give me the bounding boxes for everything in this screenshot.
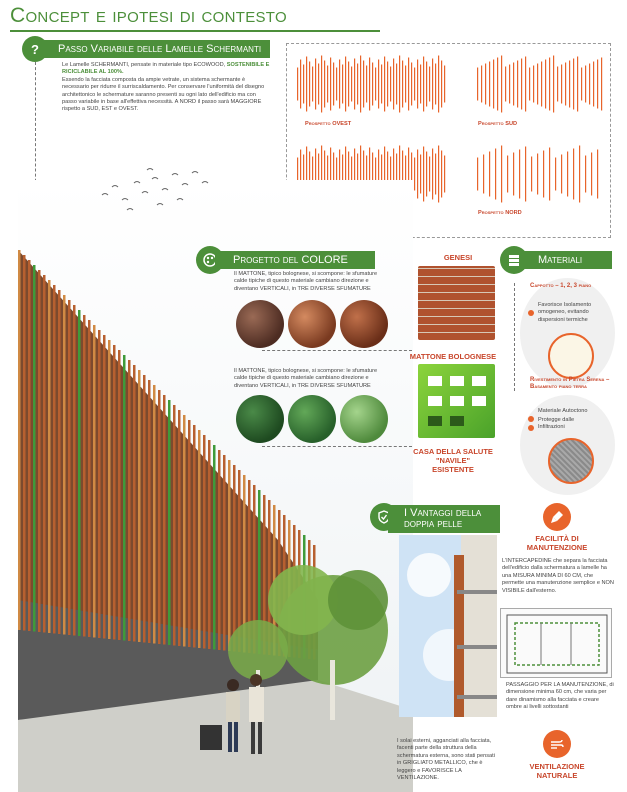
bird: [157, 204, 163, 206]
lamella-stripe: [417, 60, 418, 109]
lamella-stripe: [381, 65, 382, 104]
lamella-stripe: [411, 63, 412, 106]
lamella-stripe: [384, 57, 385, 112]
lamella-stripe: [435, 154, 436, 195]
lamella-stripe: [423, 147, 424, 202]
lamella-stripe: [567, 152, 568, 197]
lamella: [228, 460, 231, 651]
brick-sphere-2: [288, 300, 336, 348]
bird: [152, 178, 158, 180]
lamella-stripe: [375, 68, 376, 101]
lamella-stripe: [339, 60, 340, 109]
lamella: [43, 275, 46, 633]
brick-sphere-3: [340, 300, 388, 348]
lamella-stripe: [318, 64, 319, 105]
lamella-stripe: [537, 64, 538, 105]
lamella: [158, 390, 161, 644]
cappotto-title: Cappotto – 1, 2, 3 piano: [530, 283, 592, 289]
connector-line: [262, 446, 412, 447]
lamella-stripe: [529, 68, 530, 101]
lamella-stripe: [441, 61, 442, 108]
lamella: [123, 355, 126, 641]
bird: [134, 182, 140, 184]
lamella: [143, 375, 146, 643]
lamella-stripe: [585, 66, 586, 103]
lamella-stripe: [309, 62, 310, 107]
lamella-stripe: [405, 66, 406, 103]
prospetto-sud-label: Prospetto SUD: [478, 121, 518, 127]
lamella-stripe: [573, 59, 574, 110]
prospetto-nord-label: Prospetto NORD: [478, 210, 522, 216]
lamella-stripe: [507, 156, 508, 193]
lamella-stripe: [360, 56, 361, 113]
cappotto-text: Favorisce Isolamento omogeneo, evitando dispersioni termiche: [538, 302, 592, 323]
lamella: [233, 465, 236, 652]
lamella-stripe: [426, 152, 427, 197]
solai-text: I solai esterni, agganciati alla facciata, facenti parte della struttura della schermatura esterna, sono stati pensati in GRIGLIATO METALLICO, che è leggero e FAVORISCE LA VENTILAZIONE.: [397, 738, 495, 782]
lamella-stripe: [429, 67, 430, 102]
connector-line: [514, 283, 515, 391]
lamella-stripe: [432, 59, 433, 110]
lamella-stripe: [521, 59, 522, 110]
pietra-serena-swatch: [548, 438, 594, 484]
bird: [112, 186, 118, 188]
lamella: [93, 325, 96, 638]
lamella-stripe: [312, 67, 313, 102]
passo-heading: Passo Variabile delle Lamelle Schermanti: [40, 40, 270, 58]
genesi-label: GENESI: [443, 253, 473, 262]
lamella: [173, 405, 176, 646]
bird: [127, 209, 133, 211]
lamella-stripe: [378, 60, 379, 109]
lamella: [23, 255, 26, 631]
lamella-stripe: [569, 61, 570, 108]
rivest-item-2: Protegge dalle Infiltrazioni: [538, 417, 575, 431]
colore-text-a: Il MATTONE, tipico bolognese, si scompone: le sfumature calde tipiche di questo materiale cambiano direzione e diventano VERTICALI, in TRE DIVERSE SFUMATURE: [234, 271, 378, 292]
lamella: [98, 330, 101, 638]
lamella: [238, 470, 241, 652]
lamella-stripe: [306, 57, 307, 112]
lamella-stripe: [414, 158, 415, 191]
birds-illustration: [95, 165, 215, 225]
lamella-stripe: [342, 65, 343, 104]
broom-icon: [543, 503, 571, 531]
bullet-dot: [528, 303, 534, 321]
wind-icon: [543, 730, 571, 758]
lamella-stripe: [348, 62, 349, 107]
bird: [172, 174, 178, 176]
floor-plan-image: [500, 608, 612, 678]
lamella: [83, 315, 86, 637]
lamella-stripe: [533, 66, 534, 103]
lamella-stripe: [435, 64, 436, 105]
lamella-stripe: [545, 60, 546, 109]
section-render: [399, 535, 497, 717]
lamella: [78, 310, 81, 636]
lamella-stripe: [420, 155, 421, 194]
lamella-stripe: [438, 146, 439, 203]
lamella-stripe: [393, 59, 394, 110]
lamella-stripe: [351, 67, 352, 102]
lamella-stripe: [505, 67, 506, 102]
lamella-stripe: [531, 157, 532, 192]
lamella-stripe: [396, 64, 397, 105]
navile-building-image: [418, 364, 495, 438]
lamella-stripe: [581, 68, 582, 101]
lamella-stripe: [297, 68, 298, 101]
lamella: [103, 335, 106, 639]
lamella: [203, 435, 206, 649]
bird: [147, 169, 153, 171]
passaggio-text: PASSAGGIO PER LA MANUTENZIONE, di dimensione minima 60 cm, che varia per dare dinamismo alla facciata e creare ombre ai livelli sottostanti: [506, 682, 614, 711]
brick-sphere-1: [236, 300, 284, 348]
passo-text: Le Lamelle SCHERMANTI, pensate in materiale tipo ECOWOOD, SOSTENIBILE E RICICLABILE AL 100%. Essendo la facciata composta da ampie vetrate, un sistema schermante è necessario per ridurre il surriscaldamento. Per conservare l'uniformità del disegno architettonico le schermature saranno presenti su ogni lato dell'edificio ma con passo variabile in base all'effettiva necessità. A NORD il passo sarà MAGGIORE rispetto a SUD, EST e OVEST.: [62, 62, 270, 113]
lamella-stripe: [597, 150, 598, 199]
lamella: [48, 280, 51, 633]
lamella-stripe: [366, 66, 367, 103]
lamella-stripe: [420, 65, 421, 104]
lamella-stripe: [497, 58, 498, 111]
lamella: [58, 290, 61, 634]
lamella-stripe: [357, 64, 358, 105]
lamella-stripe: [300, 60, 301, 109]
lamella: [88, 320, 91, 637]
lamella: [133, 365, 136, 642]
lamella: [208, 440, 211, 649]
lamella-stripe: [489, 62, 490, 107]
lamella-stripe: [363, 61, 364, 108]
lamella: [138, 370, 141, 642]
lamella-stripe: [330, 58, 331, 111]
lamella: [68, 300, 71, 635]
lamella: [73, 305, 76, 636]
rivest-item-1: Materiale Autoctono: [538, 408, 588, 414]
rivestimento-title: Rivestimento in Pietra Serena – Basamento piano terra: [530, 377, 610, 390]
lamella-stripe: [557, 67, 558, 102]
lamella: [168, 400, 171, 645]
lamella-stripe: [408, 58, 409, 111]
materiali-heading: Materiali: [520, 251, 612, 269]
lamella: [218, 450, 221, 650]
lamella-stripe: [525, 147, 526, 202]
lamella: [223, 455, 226, 651]
lamella-stripe: [565, 63, 566, 106]
lamella: [198, 430, 201, 648]
lamella-stripe: [321, 56, 322, 113]
lamella: [113, 345, 116, 640]
lamella: [163, 395, 166, 645]
lamella-stripe: [543, 151, 544, 198]
lamella-stripe: [426, 62, 427, 107]
lamella-stripe: [315, 59, 316, 110]
lamella-stripe: [525, 57, 526, 112]
green-sphere-2: [288, 395, 336, 443]
lamella-stripe: [537, 154, 538, 195]
bird: [162, 189, 168, 191]
lamella-stripe: [444, 66, 445, 103]
lamella-stripe: [495, 149, 496, 200]
lamella-stripe: [333, 63, 334, 106]
lamella-stripe: [324, 61, 325, 108]
lamella: [128, 360, 131, 641]
lamella-stripe: [489, 152, 490, 197]
bullet-dot: [528, 418, 534, 436]
lamella: [153, 385, 156, 644]
lamella-stripe: [372, 63, 373, 106]
lamella-stripe: [589, 64, 590, 105]
question-icon: ?: [22, 36, 48, 62]
brick-texture-image: [418, 266, 495, 340]
lamella-stripe: [429, 157, 430, 192]
lamella-stripe: [477, 158, 478, 191]
page-title: Concept e ipotesi di contesto: [10, 4, 287, 27]
lamella-stripe: [501, 56, 502, 113]
bird: [177, 199, 183, 201]
lamella-stripe: [549, 148, 550, 201]
bird: [202, 182, 208, 184]
bird: [142, 192, 148, 194]
lamella-stripe: [417, 150, 418, 199]
lamella-stripe: [555, 158, 556, 191]
lamella-stripe: [485, 64, 486, 105]
cappotto-swatch: [548, 333, 594, 379]
lamella-stripe: [591, 153, 592, 196]
lamella: [28, 260, 31, 631]
lamella-stripe: [577, 57, 578, 112]
lamella-stripe: [477, 68, 478, 101]
prospetto-ovest-label: Prospetto OVEST: [305, 121, 352, 127]
lamella-stripe: [593, 62, 594, 107]
lamella-stripe: [509, 65, 510, 104]
colore-text-b: Il MATTONE, tipico bolognese, si scompone: le sfumature calde tipiche di questo materiale cambiano direzione e diventano VERTICALI, in TRE DIVERSE SFUMATURE: [234, 368, 378, 389]
lamella-stripe: [549, 58, 550, 111]
lamella: [63, 295, 66, 635]
bird: [182, 184, 188, 186]
lamella-stripe: [387, 62, 388, 107]
lamella: [188, 420, 191, 647]
lamella-stripe: [402, 61, 403, 108]
lamella-stripe: [303, 65, 304, 104]
lamella-stripe: [541, 62, 542, 107]
lamella: [108, 340, 111, 639]
lamella-stripe: [597, 60, 598, 109]
lamella-stripe: [481, 66, 482, 103]
lamella-stripe: [399, 56, 400, 113]
lamella-stripe: [438, 56, 439, 113]
lamella-stripe: [561, 65, 562, 104]
lamella-stripe: [501, 146, 502, 203]
lamella: [53, 285, 56, 634]
lamella-stripe: [336, 68, 337, 101]
vantaggi-heading: I Vantaggi della doppia pelle: [388, 505, 500, 533]
lamella-stripe: [579, 146, 580, 203]
lamella: [118, 350, 121, 640]
lamella-stripe: [585, 156, 586, 193]
lamella-stripe: [444, 156, 445, 193]
green-sphere-3: [340, 395, 388, 443]
lamella-stripe: [483, 155, 484, 194]
lamella-stripe: [327, 66, 328, 103]
lamella-stripe: [390, 67, 391, 102]
bird: [122, 199, 128, 201]
lamella-stripe: [493, 60, 494, 109]
colore-heading: Progetto del COLORE: [215, 251, 375, 269]
lamella: [18, 250, 21, 630]
lamella-stripe: [345, 57, 346, 112]
lamella: [148, 380, 151, 643]
lamella: [193, 425, 196, 648]
connector-line: [262, 350, 412, 351]
lamella-stripe: [441, 151, 442, 198]
lamella-stripe: [561, 155, 562, 194]
lamella-stripe: [513, 63, 514, 106]
bird: [102, 194, 108, 196]
lamella-stripe: [573, 149, 574, 200]
lamella: [183, 415, 186, 647]
facilita-title: FACILITÀ DI MANUTENZIONE: [526, 534, 588, 552]
lamella-stripe: [517, 61, 518, 108]
lamella-stripe: [423, 57, 424, 112]
lamella-stripe: [513, 153, 514, 196]
bird: [192, 172, 198, 174]
casa-salute-label: CASA DELLA SALUTE "NAVILE" ESISTENTE: [413, 447, 493, 474]
lamella: [213, 445, 216, 650]
lamella-stripe: [432, 149, 433, 200]
lamella: [38, 270, 41, 632]
green-sphere-1: [236, 395, 284, 443]
facilita-text: L'INTERCAPEDINE che separa la facciata dell'edificio dalla schermatura a lamelle ha una MISURA MINIMA DI 60 CM, che permette una manutenzione semplice e NON VISIBILE dall'esterno.: [502, 558, 614, 594]
ventilazione-title: VENTILAZIONE NATURALE: [529, 762, 585, 780]
lamella-stripe: [354, 59, 355, 110]
lamella: [178, 410, 181, 646]
lamella-stripe: [519, 150, 520, 199]
lamella: [33, 265, 36, 632]
title-divider: [10, 30, 380, 32]
lamella-stripe: [553, 56, 554, 113]
mattone-label: MATTONE BOLOGNESE: [409, 352, 497, 361]
lamella-stripe: [414, 68, 415, 101]
lamella-stripe: [369, 58, 370, 111]
lamella-stripe: [601, 58, 602, 111]
